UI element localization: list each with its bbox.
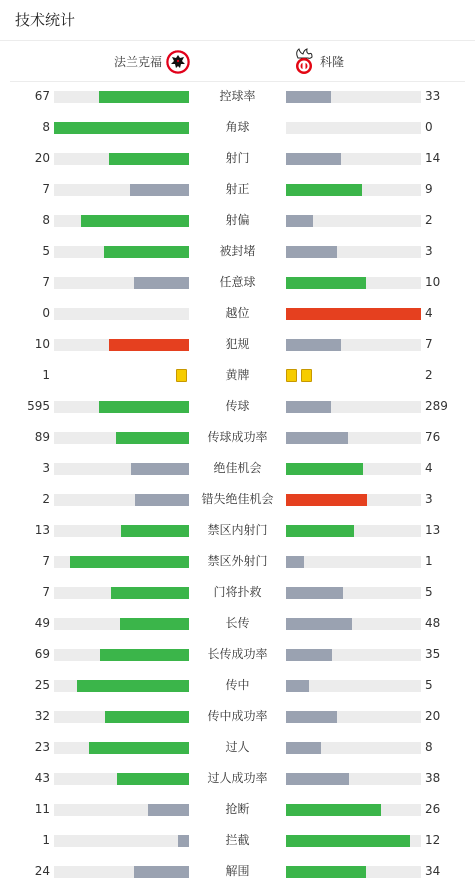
away-stat-bar: [286, 618, 421, 630]
home-stat-value: 10: [34, 337, 50, 351]
away-stat-value: 0: [425, 120, 433, 134]
stat-label: 抢断: [225, 802, 250, 816]
home-stat-bar: [54, 308, 189, 320]
yellow-card-icon: [286, 369, 297, 382]
home-stat-value: 49: [34, 616, 50, 630]
stat-row: [0, 143, 475, 174]
stat-label: 门将扑救: [213, 585, 262, 599]
stat-label: 传球成功率: [207, 430, 268, 444]
home-stat-bar: [54, 525, 189, 537]
away-stat-bar: [286, 556, 421, 568]
home-stat-bar: [54, 401, 189, 413]
home-stat-bar-fill: [81, 215, 189, 227]
home-stat-value: 67: [34, 89, 50, 103]
away-stat-bar-fill: [286, 215, 313, 227]
away-stat-value: 48: [425, 616, 441, 630]
away-team-logo-icon[interactable]: [291, 48, 317, 76]
away-stat-bar-fill: [286, 246, 337, 258]
home-stat-value: 1: [42, 368, 50, 382]
away-stat-bar: [286, 742, 421, 754]
away-stat-bar-fill: [286, 866, 366, 878]
away-stat-value: 3: [425, 244, 433, 258]
home-stat-bar: [54, 773, 189, 785]
away-stat-bar-fill: [286, 525, 354, 537]
home-stat-value: 2: [42, 492, 50, 506]
home-stat-bar: [54, 556, 189, 568]
home-stat-bar-fill: [117, 773, 189, 785]
stat-row: [0, 608, 475, 639]
home-team-name[interactable]: 法兰克福: [113, 55, 162, 69]
stat-label: 解围: [225, 864, 250, 878]
away-stat-bar: [286, 587, 421, 599]
away-stat-value: 8: [425, 740, 433, 754]
away-stat-value: 20: [425, 709, 441, 723]
yellow-card-icon: [176, 369, 187, 382]
away-stat-value: 5: [425, 678, 433, 692]
stat-label: 被封堵: [219, 244, 256, 258]
home-stat-bar-fill: [134, 277, 189, 289]
stat-row: [0, 732, 475, 763]
away-stat-bar: [286, 773, 421, 785]
home-stat-bar: [54, 91, 189, 103]
stat-row: [0, 205, 475, 236]
stat-label: 长传: [225, 616, 250, 630]
home-stat-value: 7: [42, 585, 50, 599]
stat-row: [0, 670, 475, 701]
home-stat-bar-fill: [89, 742, 189, 754]
away-stat-bar-fill: [286, 153, 341, 165]
stat-row: [0, 639, 475, 670]
stat-row: [0, 422, 475, 453]
away-stat-bar: [286, 649, 421, 661]
home-stat-bar: [54, 649, 189, 661]
home-stat-value: 7: [42, 554, 50, 568]
away-stat-bar-fill: [286, 804, 381, 816]
away-stat-bar: [286, 804, 421, 816]
home-stat-value: 32: [34, 709, 50, 723]
away-stat-bar: [286, 308, 421, 320]
home-stat-value: 11: [34, 802, 50, 816]
stat-row: [0, 763, 475, 794]
away-stat-bar-fill: [286, 556, 304, 568]
away-stat-bar: [286, 401, 421, 413]
home-stat-bar-fill: [100, 649, 189, 661]
away-stat-value: 13: [425, 523, 441, 537]
stat-label: 射偏: [225, 213, 250, 227]
home-stat-bar-fill: [178, 835, 189, 847]
home-stat-bar: [54, 742, 189, 754]
away-stat-value: 7: [425, 337, 433, 351]
away-stat-bar-fill: [286, 401, 331, 413]
stat-label: 犯规: [225, 337, 250, 351]
away-stat-value: 4: [425, 306, 433, 320]
home-stat-value: 69: [34, 647, 50, 661]
away-stat-bar: [286, 339, 421, 351]
home-stat-bar-fill: [116, 432, 189, 444]
away-stat-bar: [286, 866, 421, 878]
home-stat-value: 8: [42, 120, 50, 134]
stat-row: [0, 825, 475, 856]
home-stat-bar-fill: [130, 184, 189, 196]
home-stat-bar: [54, 804, 189, 816]
stat-row: [0, 794, 475, 825]
away-stat-bar: [286, 680, 421, 692]
away-stat-value: 2: [425, 368, 433, 382]
stat-label: 过人成功率: [207, 771, 268, 785]
home-stat-value: 8: [42, 213, 50, 227]
home-stat-bar-fill: [54, 122, 189, 134]
stat-label: 长传成功率: [207, 647, 268, 661]
home-stat-bar-fill: [135, 494, 189, 506]
away-stat-value: 10: [425, 275, 441, 289]
home-stat-bar-fill: [131, 463, 189, 475]
home-stat-bar-fill: [99, 91, 189, 103]
away-stat-bar: [286, 153, 421, 165]
home-stat-value: 89: [34, 430, 50, 444]
away-stat-bar-fill: [286, 711, 337, 723]
away-stat-value: 33: [425, 89, 441, 103]
away-stat-bar-fill: [286, 618, 352, 630]
stat-label: 射正: [225, 182, 250, 196]
away-stat-bar-fill: [286, 649, 332, 661]
away-stat-bar-fill: [286, 308, 421, 320]
home-stat-bar: [54, 494, 189, 506]
stat-row: [0, 81, 475, 112]
away-stat-bar-fill: [286, 91, 331, 103]
home-stat-value: 7: [42, 182, 50, 196]
home-stat-value: 0: [42, 306, 50, 320]
away-stat-value: 3: [425, 492, 433, 506]
away-stat-bar: [286, 215, 421, 227]
home-stat-value: 5: [42, 244, 50, 258]
home-stat-bar-fill: [77, 680, 189, 692]
away-stat-bar-fill: [286, 680, 309, 692]
stat-label: 黄牌: [225, 368, 250, 382]
stat-row: [0, 856, 475, 887]
home-stat-value: 25: [34, 678, 50, 692]
stat-label: 角球: [225, 120, 250, 134]
home-stat-bar: [54, 339, 189, 351]
stat-label: 传中: [225, 678, 250, 692]
stat-label: 任意球: [219, 275, 256, 289]
stat-label: 过人: [225, 740, 250, 754]
away-stat-bar-fill: [286, 773, 349, 785]
away-stat-value: 2: [425, 213, 433, 227]
home-stat-bar: [54, 432, 189, 444]
stat-label: 传中成功率: [207, 709, 268, 723]
page-title: 技术统计: [15, 11, 76, 29]
home-stat-bar: [54, 680, 189, 692]
home-stat-bar-fill: [111, 587, 189, 599]
away-stat-value: 76: [425, 430, 441, 444]
stat-row: [0, 391, 475, 422]
home-stat-bar: [54, 215, 189, 227]
away-stat-bar-fill: [286, 339, 341, 351]
home-stat-value: 24: [34, 864, 50, 878]
home-stat-value: 23: [34, 740, 50, 754]
away-stat-bar-fill: [286, 184, 362, 196]
stat-label: 控球率: [219, 89, 256, 103]
away-stat-value: 12: [425, 833, 441, 847]
away-stat-value: 1: [425, 554, 433, 568]
stat-row: [0, 701, 475, 732]
away-stat-value: 35: [425, 647, 441, 661]
home-stat-bar: [54, 277, 189, 289]
team-header: [0, 46, 475, 78]
away-stat-bar: [286, 432, 421, 444]
away-stat-bar: [286, 91, 421, 103]
home-stat-bar-fill: [109, 339, 189, 351]
yellow-card-icon: [301, 369, 312, 382]
home-stat-bar: [54, 711, 189, 723]
away-stat-bar: [286, 122, 421, 134]
stat-row: [0, 453, 475, 484]
home-stat-bar: [54, 122, 189, 134]
away-stat-value: 26: [425, 802, 441, 816]
away-stat-value: 14: [425, 151, 441, 165]
away-stat-bar-fill: [286, 277, 366, 289]
stat-label: 禁区内射门: [207, 523, 268, 537]
title-divider: [0, 40, 475, 41]
home-stat-bar-fill: [120, 618, 189, 630]
away-stat-bar: [286, 246, 421, 258]
stat-row: [0, 174, 475, 205]
away-stat-bar-fill: [286, 742, 321, 754]
stat-label: 拦截: [225, 833, 250, 847]
home-stat-bar-fill: [134, 866, 189, 878]
stat-row: [0, 546, 475, 577]
home-stat-value: 3: [42, 461, 50, 475]
home-stat-value: 20: [34, 151, 50, 165]
stat-row: [0, 267, 475, 298]
home-stat-bar-fill: [99, 401, 189, 413]
home-stat-bar: [54, 618, 189, 630]
home-stat-bar: [54, 463, 189, 475]
home-stat-bar-fill: [121, 525, 189, 537]
away-stat-value: 34: [425, 864, 441, 878]
home-team-logo-icon[interactable]: [165, 49, 191, 75]
stat-label: 错失绝佳机会: [201, 492, 274, 506]
stat-label: 射门: [225, 151, 250, 165]
stat-label: 绝佳机会: [213, 461, 262, 475]
home-yellow-cards: [174, 369, 189, 383]
stat-label: 传球: [225, 399, 250, 413]
stat-row: [0, 298, 475, 329]
home-stat-bar: [54, 587, 189, 599]
home-stat-bar: [54, 866, 189, 878]
home-stat-bar-fill: [70, 556, 189, 568]
stat-row: [0, 329, 475, 360]
home-stat-bar-fill: [104, 246, 189, 258]
home-stat-bar: [54, 184, 189, 196]
home-stat-bar: [54, 246, 189, 258]
home-stat-value: 43: [34, 771, 50, 785]
home-stat-bar-fill: [105, 711, 189, 723]
home-stat-value: 1: [42, 833, 50, 847]
home-stat-value: 13: [34, 523, 50, 537]
away-stat-bar: [286, 277, 421, 289]
stat-row: [0, 236, 475, 267]
stat-row: [0, 112, 475, 143]
home-stat-bar: [54, 835, 189, 847]
away-stat-bar-fill: [286, 835, 410, 847]
home-stat-bar: [54, 153, 189, 165]
away-stat-bar: [286, 463, 421, 475]
away-stat-bar: [286, 184, 421, 196]
stat-row: [0, 515, 475, 546]
away-stat-bar-fill: [286, 432, 348, 444]
stat-row: [0, 577, 475, 608]
away-stat-value: 289: [425, 399, 448, 413]
away-stat-value: 5: [425, 585, 433, 599]
away-stat-bar: [286, 494, 421, 506]
away-stat-bar-fill: [286, 587, 343, 599]
away-team-name[interactable]: 科隆: [320, 55, 345, 69]
home-stat-value: 595: [27, 399, 50, 413]
away-stat-bar-fill: [286, 494, 367, 506]
away-stat-bar: [286, 711, 421, 723]
away-yellow-cards: [286, 369, 316, 383]
away-stat-bar: [286, 525, 421, 537]
stat-label: 越位: [225, 306, 250, 320]
away-stat-bar-fill: [286, 463, 363, 475]
away-stat-value: 38: [425, 771, 441, 785]
stat-label: 禁区外射门: [207, 554, 268, 568]
home-stat-bar-fill: [148, 804, 189, 816]
stat-row: [0, 360, 475, 391]
away-stat-value: 9: [425, 182, 433, 196]
home-stat-value: 7: [42, 275, 50, 289]
away-stat-bar: [286, 835, 421, 847]
stat-row: [0, 484, 475, 515]
home-stat-bar-fill: [109, 153, 189, 165]
away-stat-value: 4: [425, 461, 433, 475]
